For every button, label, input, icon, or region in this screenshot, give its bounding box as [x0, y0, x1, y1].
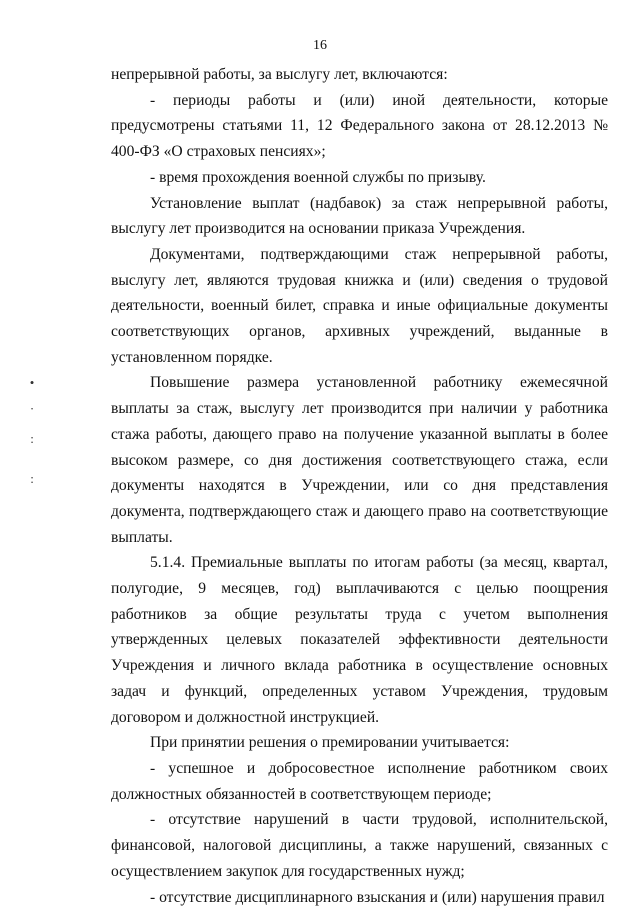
paragraph: Повышение размера установленной работнику ежемесячной выплаты за стаж, выслугу лет производится при наличии у работника стажа работы, дающего право на получение указанной выплаты в более высоком размере, со дня достижения соответствующего стажа, если документы находятся в Учреждении, или со дня представления документа, подтверждающего стаж и дающего право на соответствующие выплаты. [111, 370, 608, 550]
margin-mark: : [26, 432, 38, 445]
paragraph: - отсутствие дисциплинарного взыскания и (или) нарушения правил [111, 885, 608, 910]
paragraph: непрерывной работы, за выслугу лет, включаются: [111, 62, 608, 88]
paragraph: 5.1.4. Премиальные выплаты по итогам работы (за месяц, квартал, полугодие, 9 месяцев, год) выплачиваются с целью поощрения работников за общие результаты труда с учетом выполнения утвержденных целевых показателей эффективности деятельности Учреждения и личного вклада работника в осуществление основных задач и функций, определенных уставом Учреждения, трудовым договором и должностной инструкцией. [111, 550, 608, 730]
margin-marks [26, 376, 38, 496]
paragraph: - отсутствие нарушений в части трудовой, исполнительской, финансовой, налоговой дисциплины, а также нарушений, связанных с осуществлением закупок для государственных нужд; [111, 807, 608, 884]
paragraph: - время прохождения военной службы по призыву. [111, 165, 608, 191]
margin-mark: · [26, 402, 38, 415]
margin-mark: • [26, 376, 38, 389]
paragraph: - периоды работы и (или) иной деятельности, которые предусмотрены статьями 11, 12 Федерального закона от 28.12.2013 № 400-ФЗ «О страховых пенсиях»; [111, 88, 608, 165]
margin-mark: : [26, 472, 38, 485]
document-body [111, 62, 608, 910]
paragraph: При принятии решения о премировании учитывается: [111, 730, 608, 756]
paragraph: Установление выплат (надбавок) за стаж непрерывной работы, выслугу лет производится на основании приказа Учреждения. [111, 191, 608, 242]
page-number: 16 [0, 38, 640, 54]
paragraph: Документами, подтверждающими стаж непрерывной работы, выслугу лет, являются трудовая книжка и (или) сведения о трудовой деятельности, военный билет, справка и иные официальные документы соответствующих органов, архивных учреждений, выданные в установленном порядке. [111, 242, 608, 371]
paragraph: - успешное и добросовестное исполнение работником своих должностных обязанностей в соответствующем периоде; [111, 756, 608, 807]
